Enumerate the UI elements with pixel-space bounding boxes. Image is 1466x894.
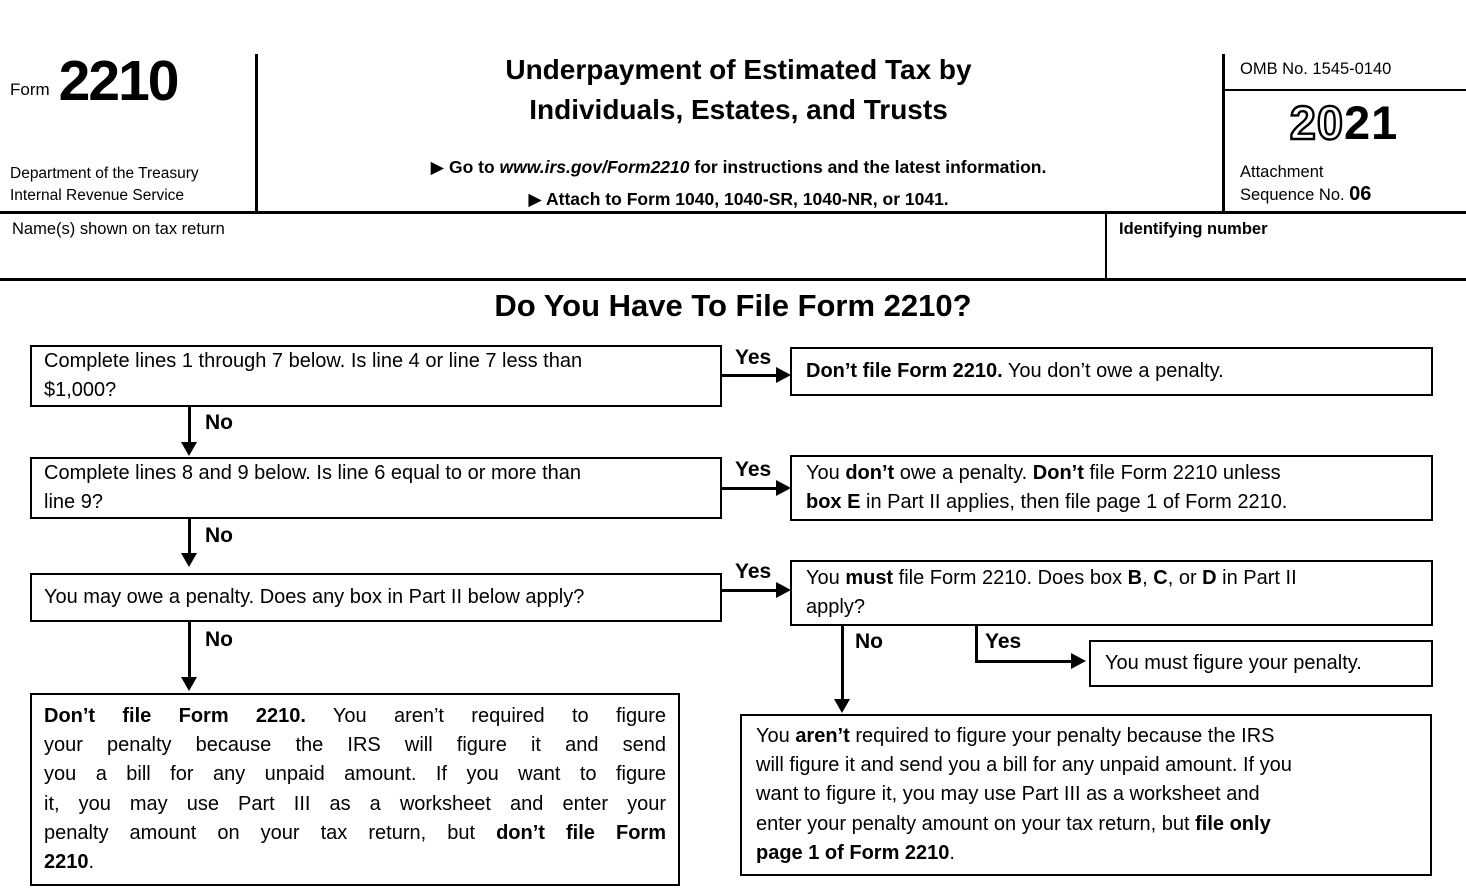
yes-label-4: Yes <box>985 630 1022 653</box>
sequence-number: 06 <box>1349 183 1372 205</box>
form-title-line-1: Underpayment of Estimated Tax by <box>505 54 972 85</box>
agency-line-1: Department of the Treasury <box>10 165 199 182</box>
identifying-number-label: Identifying number <box>1119 220 1268 238</box>
yes-arrow-4 <box>975 660 1073 663</box>
omb-divider <box>1222 89 1466 91</box>
yes-arrow-2 <box>722 487 780 490</box>
yes-arrow-4-stem <box>975 626 978 662</box>
form-number: 2210 <box>58 49 178 113</box>
form-title-line-2: Individuals, Estates, and Trusts <box>529 94 948 125</box>
attachment-sequence <box>1240 161 1371 206</box>
attach-instruction: ▶ Attach to Form 1040, 1040-SR, 1040-NR, or 1041. <box>528 189 949 209</box>
answer-box-1: Don’t file Form 2210. You don’t owe a penalty. <box>790 347 1433 396</box>
result-box-file-page1: You aren’t required to figure your penalty because the IRS will figure it and send you a bill for any unpaid amount. If you want to figure it, you may use Part III as a worksheet and enter your penalty amount on your tax return, but file only page 1 of Form 2210. <box>740 714 1432 876</box>
no-label-4: No <box>855 630 883 653</box>
form-word-label: Form <box>10 80 50 100</box>
flowchart-heading: Do You Have To File Form 2210? <box>494 288 972 323</box>
identifying-number-input[interactable] <box>1107 242 1466 278</box>
sequence-line <box>1240 183 1371 206</box>
tax-year-century: 20 <box>1289 96 1344 149</box>
yes-arrowhead-3 <box>776 582 791 598</box>
no-label-2: No <box>205 524 233 547</box>
yes-arrow-1 <box>722 374 780 377</box>
no-arrowhead-3 <box>181 677 197 691</box>
result-box-dont-file: Don’t file Form 2210. You aren’t required to figure your penalty because the IRS will figure it and send you a bill for any unpaid amount. If you want to figure it, you may use Part III as a worksheet and enter your penalty amount on your tax return, but don’t file Form 2210. <box>30 693 680 886</box>
attachment-label: Attachment <box>1240 163 1324 181</box>
sequence-label: Sequence No. <box>1240 186 1350 204</box>
header-bottom-rule <box>0 211 1466 214</box>
goto-instruction: ▶ Go to www.irs.gov/Form2210 for instructions and the latest information. <box>430 157 1047 177</box>
tax-year <box>1222 95 1466 150</box>
name-field-label: Name(s) shown on tax return <box>12 220 225 238</box>
agency-line-2: Internal Revenue Service <box>10 186 185 204</box>
question-box-3: You may owe a penalty. Does any box in Part II below apply? <box>30 573 722 622</box>
no-arrow-4 <box>841 626 844 701</box>
yes-arrow-3 <box>722 589 780 592</box>
yes-label-3: Yes <box>735 560 772 583</box>
omb-number: OMB No. 1545-0140 <box>1240 60 1392 78</box>
name-row-bottom-rule <box>0 278 1466 281</box>
answer-box-2: You don’t owe a penalty. Don’t file Form 2210 unless box E in Part II applies, then file page 1 of Form 2210. <box>790 455 1433 521</box>
no-label-3: No <box>205 628 233 651</box>
no-label-1: No <box>205 411 233 434</box>
yes-arrowhead-4 <box>1071 653 1086 669</box>
yes-arrowhead-2 <box>776 480 791 496</box>
no-arrowhead-4 <box>834 699 850 713</box>
question-box-1: Complete lines 1 through 7 below. Is line 4 or line 7 less than $1,000? <box>30 345 722 407</box>
no-arrow-1 <box>188 407 191 444</box>
no-arrow-3 <box>188 622 191 677</box>
form-number-block <box>10 49 178 113</box>
no-arrowhead-2 <box>181 553 197 567</box>
form-title <box>257 50 1220 130</box>
question-box-2: Complete lines 8 and 9 below. Is line 6 equal to or more than line 9? <box>30 457 722 519</box>
name-input[interactable] <box>0 242 1105 278</box>
no-arrow-2 <box>188 519 191 555</box>
figure-penalty-text: You must figure your penalty. <box>1105 652 1362 674</box>
agency-name <box>10 163 199 206</box>
result-box-figure-penalty <box>1089 640 1433 687</box>
yes-label-2: Yes <box>735 458 772 481</box>
tax-year-digits: 21 <box>1344 96 1399 149</box>
answer-box-3: You must file Form 2210. Does box B, C, or D in Part II apply? <box>790 560 1433 626</box>
no-arrowhead-1 <box>181 442 197 456</box>
yes-arrowhead-1 <box>776 367 791 383</box>
yes-label-1: Yes <box>735 346 772 369</box>
